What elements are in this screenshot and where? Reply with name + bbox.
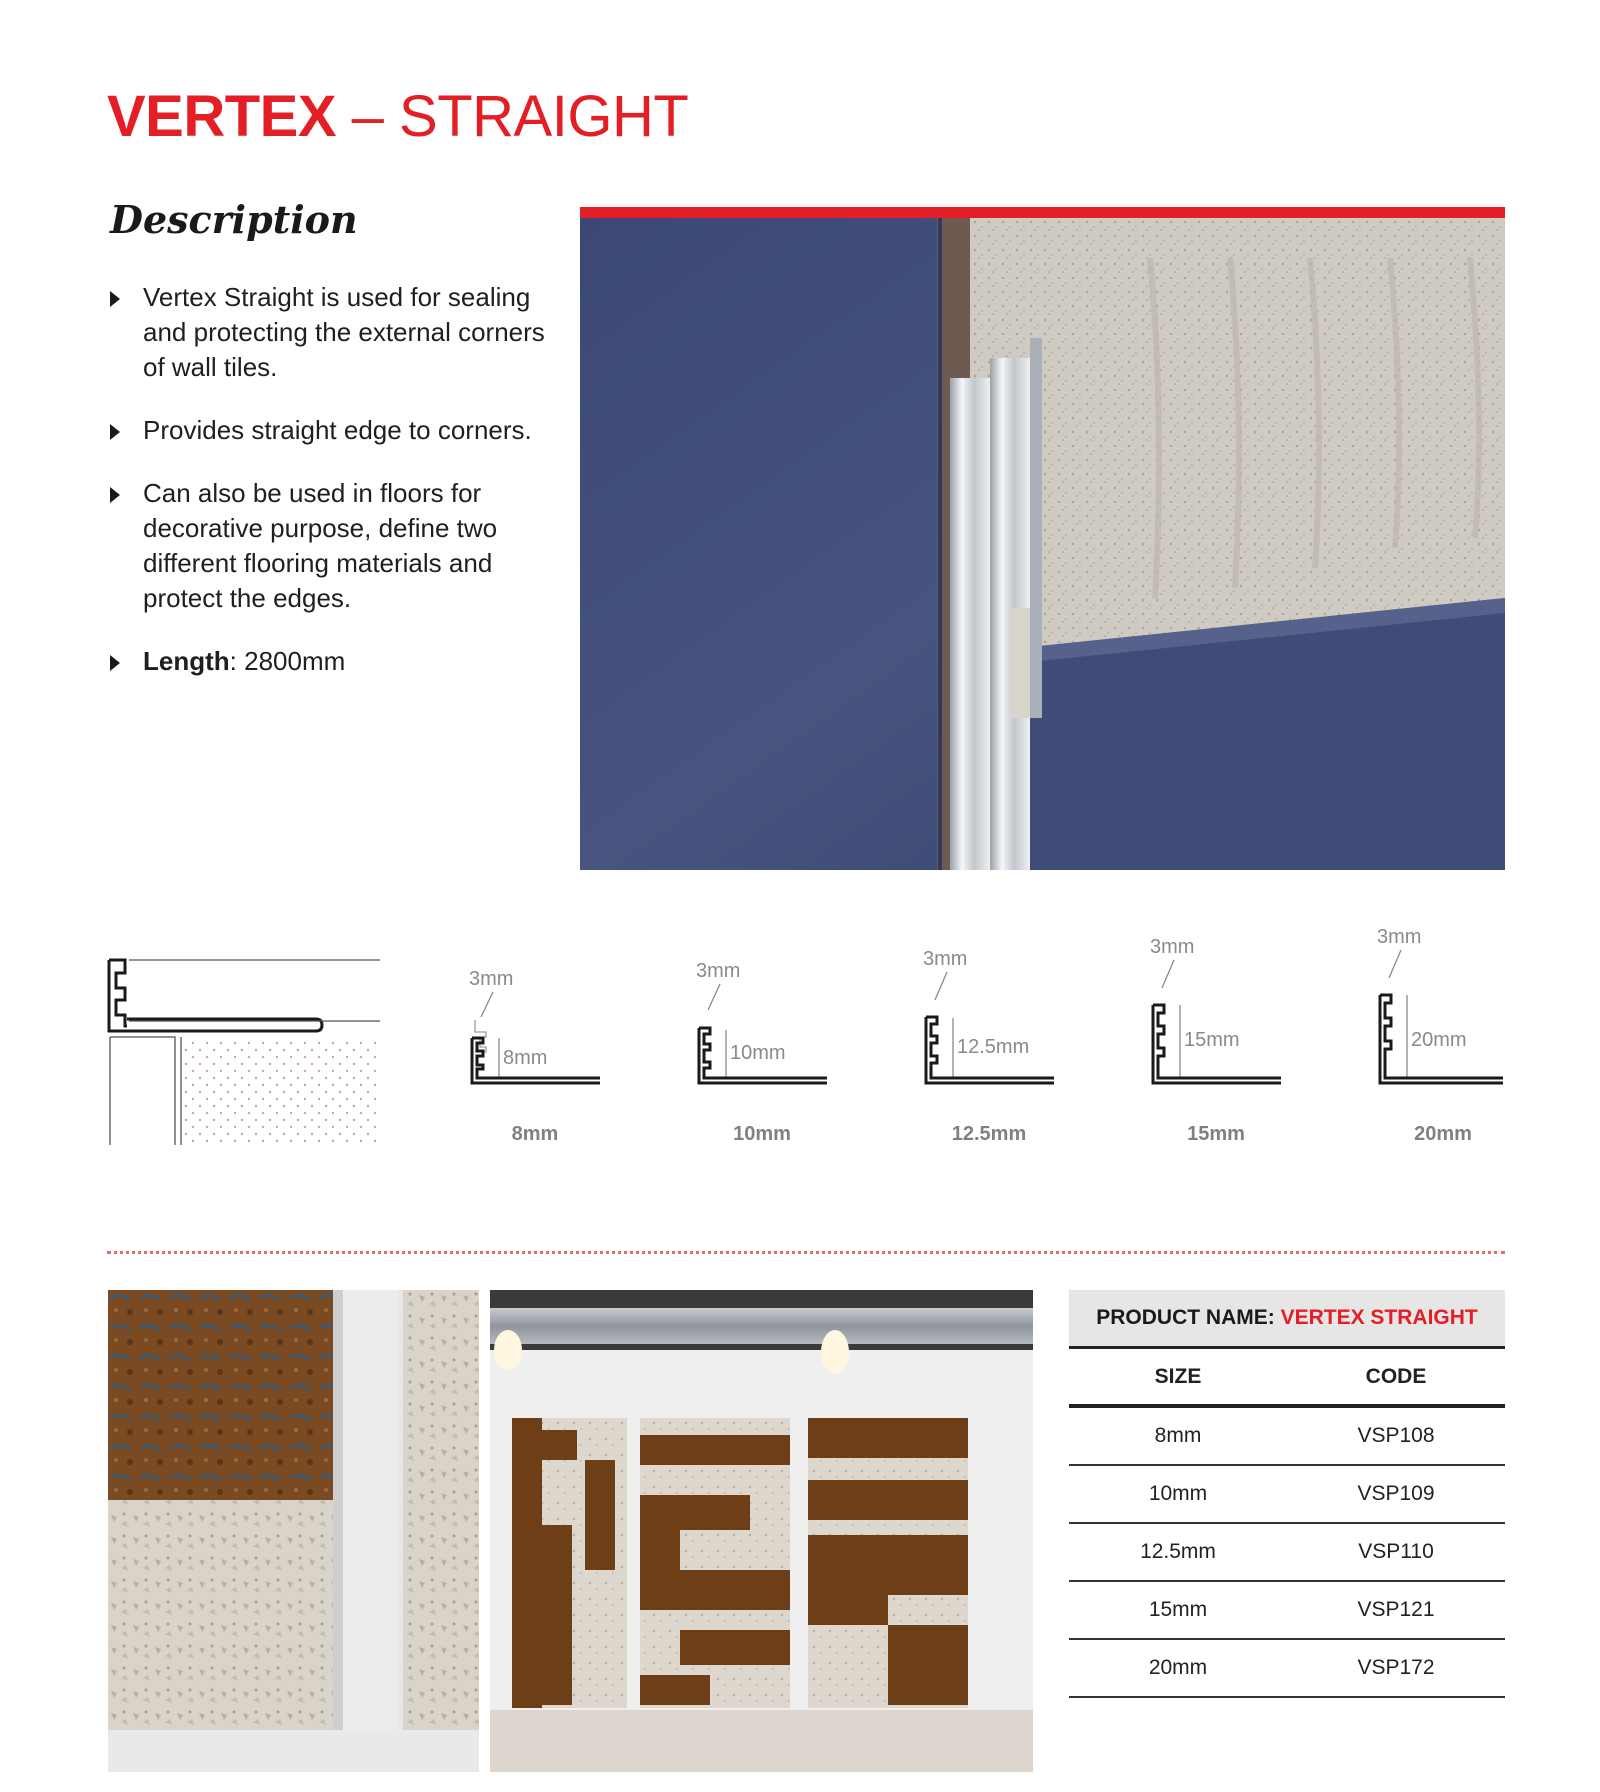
bullet-text: Vertex Straight is used for sealing and protecting the external corners of wall tiles. xyxy=(143,282,545,382)
table-row xyxy=(1069,1640,1505,1698)
bullet-text: Can also be used in floors for decorative purpose, define two different flooring materials and protect the edges. xyxy=(143,478,498,613)
profile-label-15mm: 15mm xyxy=(1187,1123,1245,1145)
description-heading: Description xyxy=(110,197,358,242)
product-name-header xyxy=(1069,1290,1505,1349)
profile-label-8mm: 8mm xyxy=(511,1123,559,1145)
profile-label-20mm: 20mm xyxy=(1414,1123,1472,1145)
product-name-label: PRODUCT NAME: xyxy=(1096,1306,1281,1329)
description-bullet xyxy=(110,476,560,616)
dotted-divider xyxy=(107,1251,1505,1254)
title-variant: – STRAIGHT xyxy=(336,84,689,149)
description-bullet-length xyxy=(110,644,560,679)
profile-diagram-20mm xyxy=(1363,920,1523,1085)
table-row xyxy=(1069,1408,1505,1466)
title-brand: VERTEX xyxy=(107,84,337,149)
length-value: : 2800mm xyxy=(229,646,346,676)
profile-top-dim: 3mm xyxy=(923,948,968,970)
size-cell: 8mm xyxy=(1154,1424,1202,1447)
table-header-row xyxy=(1069,1349,1505,1408)
description-bullet xyxy=(110,280,560,385)
code-cell: VSP172 xyxy=(1357,1656,1435,1679)
length-label: Length xyxy=(143,646,230,676)
description-bullet xyxy=(110,413,560,448)
code-cell: VSP110 xyxy=(1358,1540,1434,1563)
cross-section-diagram xyxy=(105,955,380,1145)
column-header-size: SIZE xyxy=(1154,1364,1202,1388)
profile-diagram-8mm xyxy=(455,920,615,1085)
size-cell: 20mm xyxy=(1148,1656,1208,1679)
size-cell: 10mm xyxy=(1148,1482,1208,1505)
table-row xyxy=(1069,1582,1505,1640)
bullet-triangle-icon xyxy=(110,291,120,307)
profile-top-dim: 3mm xyxy=(696,960,741,982)
bullet-triangle-icon xyxy=(110,424,120,440)
table-row xyxy=(1069,1524,1505,1582)
hero-image xyxy=(580,218,1505,870)
profile-height-dim: 10mm xyxy=(730,1042,786,1064)
bullet-triangle-icon xyxy=(110,487,120,503)
cork-wall-installation-photo xyxy=(490,1290,1033,1772)
profile-label-10mm: 10mm xyxy=(733,1123,791,1145)
bullet-text: Provides straight edge to corners. xyxy=(143,415,532,445)
profile-top-dim: 3mm xyxy=(1377,926,1422,948)
hero-accent-bar xyxy=(580,207,1505,218)
hero-tile-trim-photo xyxy=(580,218,1505,870)
profile-diagram-10mm xyxy=(682,920,842,1085)
column-header-code: CODE xyxy=(1365,1364,1427,1388)
code-cell: VSP109 xyxy=(1357,1482,1435,1505)
profile-height-dim: 8mm xyxy=(503,1047,548,1069)
product-name-value: VERTEX STRAIGHT xyxy=(1280,1306,1478,1329)
table-row xyxy=(1069,1466,1505,1524)
profile-diagram-12.5mm xyxy=(909,920,1069,1085)
page-title xyxy=(107,82,688,152)
bullet-triangle-icon xyxy=(110,655,120,671)
size-cell: 15mm xyxy=(1148,1598,1208,1621)
profile-height-dim: 15mm xyxy=(1184,1029,1240,1051)
profile-top-dim: 3mm xyxy=(469,968,514,990)
profile-diagram-15mm xyxy=(1136,920,1296,1085)
code-cell: VSP108 xyxy=(1357,1424,1435,1447)
product-table xyxy=(1069,1290,1505,1698)
profile-height-dim: 20mm xyxy=(1411,1029,1467,1051)
profile-label-12.5mm: 12.5mm xyxy=(951,1123,1027,1145)
size-cell: 12.5mm xyxy=(1140,1540,1216,1563)
profile-top-dim: 3mm xyxy=(1150,936,1195,958)
cork-panel-closeup-photo xyxy=(108,1290,479,1772)
code-cell: VSP121 xyxy=(1357,1598,1435,1621)
profile-height-dim: 12.5mm xyxy=(957,1036,1030,1058)
